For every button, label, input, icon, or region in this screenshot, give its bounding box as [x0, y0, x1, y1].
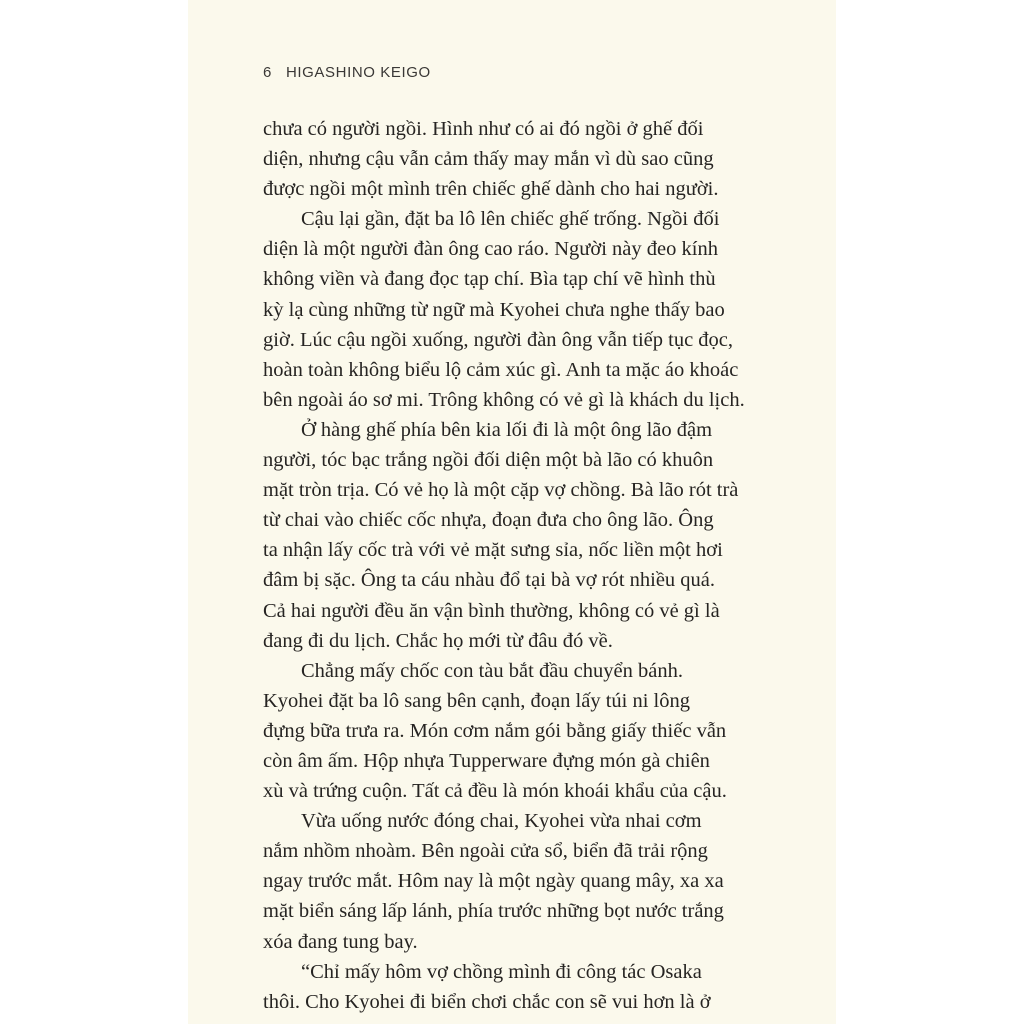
text-line: từ chai vào chiếc cốc nhựa, đoạn đưa cho ông lão. Ông — [263, 509, 714, 532]
text-line: Cậu lại gần, đặt ba lô lên chiếc ghế trống. Ngồi đối — [301, 208, 720, 231]
page-number: 6 — [263, 64, 272, 81]
text-line: mặt tròn trịa. Có vẻ họ là một cặp vợ chồng. Bà lão rót trà — [263, 479, 739, 502]
text-line: người, tóc bạc trắng ngồi đối diện một bà lão có khuôn — [263, 449, 714, 472]
page-header — [263, 64, 431, 81]
running-title: HIGASHINO KEIGO — [285, 64, 431, 81]
text-line: Ở hàng ghế phía bên kia lối đi là một ông lão đậm — [301, 418, 713, 441]
text-line: còn âm ấm. Hộp nhựa Tupperware đựng món gà chiên — [263, 749, 710, 772]
text-line: nắm nhồm nhoàm. Bên ngoài cửa sổ, biển đã trải rộng — [263, 840, 708, 863]
text-line: Kyohei đặt ba lô sang bên cạnh, đoạn lấy túi ni lông — [263, 689, 690, 712]
text-line: đựng bữa trưa ra. Món cơm nắm gói bằng giấy thiếc vẫn — [263, 719, 727, 742]
text-line: “Chỉ mấy hôm vợ chồng mình đi công tác Osaka — [301, 960, 702, 983]
text-line: hoàn toàn không biểu lộ cảm xúc gì. Anh ta mặc áo khoác — [263, 358, 739, 381]
text-line: giờ. Lúc cậu ngồi xuống, người đàn ông vẫn tiếp tục đọc, — [263, 328, 734, 351]
text-line: diện, nhưng cậu vẫn cảm thấy may mắn vì dù sao cũng — [263, 148, 714, 171]
body-text — [263, 114, 803, 1017]
text-line: kỳ lạ cùng những từ ngữ mà Kyohei chưa nghe thấy bao — [263, 298, 725, 321]
text-line: xóa đang tung bay. — [263, 930, 418, 953]
text-line: ngay trước mắt. Hôm nay là một ngày quang mây, xa xa — [263, 870, 724, 893]
text-line: mặt biển sáng lấp lánh, phía trước những bọt nước trắng — [263, 900, 724, 923]
text-line: diện là một người đàn ông cao ráo. Người này đeo kính — [263, 238, 718, 261]
text-line: được ngồi một mình trên chiếc ghế dành cho hai người. — [263, 178, 719, 201]
text-line: Cả hai người đều ăn vận bình thường, không có vẻ gì là — [263, 599, 720, 622]
text-line: ta nhận lấy cốc trà với vẻ mặt sưng sỉa, nốc liền một hơi — [263, 539, 723, 562]
text-line: bên ngoài áo sơ mi. Trông không có vẻ gì là khách du lịch. — [263, 388, 745, 411]
text-line: thôi. Cho Kyohei đi biển chơi chắc con sẽ vui hơn là ở — [263, 990, 711, 1013]
text-line: xù và trứng cuộn. Tất cả đều là món khoái khẩu của cậu. — [263, 780, 727, 803]
text-line: Chẳng mấy chốc con tàu bắt đầu chuyển bánh. — [301, 659, 683, 682]
text-line: đâm bị sặc. Ông ta cáu nhàu đổ tại bà vợ rót nhiều quá. — [263, 569, 716, 592]
text-line: đang đi du lịch. Chắc họ mới từ đâu đó về. — [263, 629, 613, 652]
text-line: Vừa uống nước đóng chai, Kyohei vừa nhai cơm — [301, 810, 702, 833]
text-line: chưa có người ngồi. Hình như có ai đó ngồi ở ghế đối — [263, 118, 704, 140]
text-line: không viền và đang đọc tạp chí. Bìa tạp chí vẽ hình thù — [263, 268, 716, 291]
